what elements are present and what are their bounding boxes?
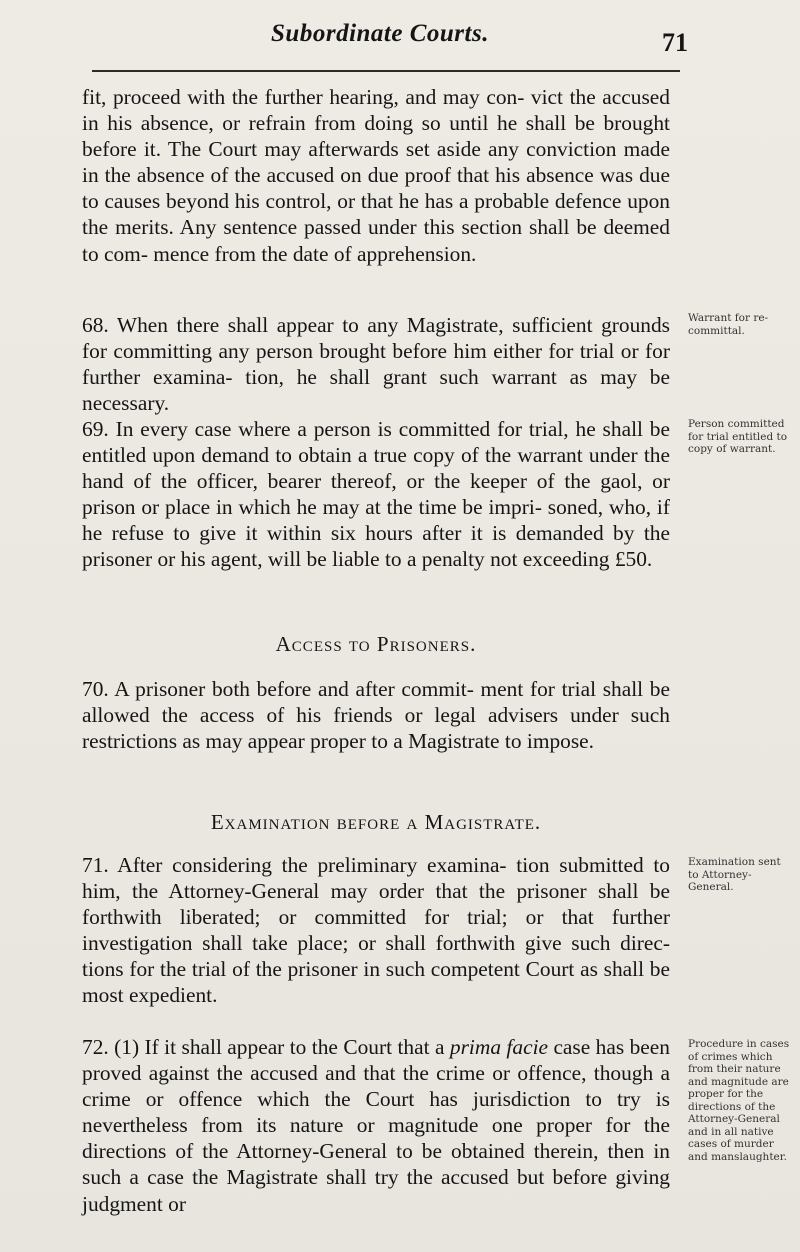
- section-69-paragraph: 69. In every case where a person is committed for trial, he shall be entitled upon demand to obtain a true copy of the warrant under the hand of the officer, bearer thereof, or the keeper of the gaol, or prison or place in which he may at the time be impri- soned, who, if he refuse to give it within six hours after it is demanded by the prisoner or his agent, will be liable to a penalty not exceeding £50.: [82, 417, 670, 572]
- page-number: 71: [662, 28, 688, 57]
- margin-note-s72: Procedure in cases of crimes which from their nature and magnitude are proper for the directions of the Attorney-General and in all native cases of murder and manslaughter.: [688, 1038, 790, 1163]
- heading-examination: Examination before a Magistrate.: [210, 810, 542, 834]
- margin-note-s69: Person committed for trial entitled to copy of warrant.: [688, 418, 788, 455]
- section-72-lead: 72. (1) If it shall appear to the Court that a: [82, 1035, 445, 1059]
- running-header-title: Subordinate Courts.: [271, 20, 489, 47]
- heading-access-to-prisoners: Access to Prisoners.: [275, 632, 477, 656]
- section-72-rest: case has been proved against the accused and that the crime or offence, though a crime or offence which the Court has jurisdiction to try is nevertheless from its nature or magnitude one proper for the directions of the Attorney-General to be obtained therein, then in such a case the Magistrate shall try the accused but before giving judgment or: [82, 1035, 670, 1216]
- section-71-paragraph: 71. After considering the preliminary examina- tion submitted to him, the Attorney-General may order that the prisoner shall be forthwith liberated; or committed for trial; or that further investigation shall take place; or shall forthwith give such direc- tions for the trial of the prisoner in such competent Court as shall be most expedient.: [82, 853, 670, 1008]
- margin-note-s71: Examination sent to Attorney-General.: [688, 856, 781, 893]
- paragraph-continuation: fit, proceed with the further hearing, and may con- vict the accused in his absence, or refrain from doing so until he shall be brought before it. The Court may afterwards set aside any conviction made in the absence of the accused on due proof that his absence was due to causes beyond his control, or that he has a probable defence upon the merits. Any sentence passed under this section shall be deemed to com- mence from the date of apprehension.: [82, 85, 670, 266]
- section-70-paragraph: 70. A prisoner both before and after commit- ment for trial shall be allowed the access of his friends or legal advisers under such restrictions as may appear proper to a Magistrate to impose.: [82, 677, 670, 754]
- section-72-italic-term: prima facie: [449, 1035, 549, 1059]
- header-rule: [92, 70, 680, 72]
- section-68-paragraph: 68. When there shall appear to any Magistrate, sufficient grounds for committing any person brought before him either for trial or for further examina- tion, he shall grant such warrant as may be necessary.: [82, 313, 670, 416]
- section-72-paragraph: [82, 1034, 670, 1217]
- margin-note-s68: Warrant for re-committal.: [688, 312, 769, 337]
